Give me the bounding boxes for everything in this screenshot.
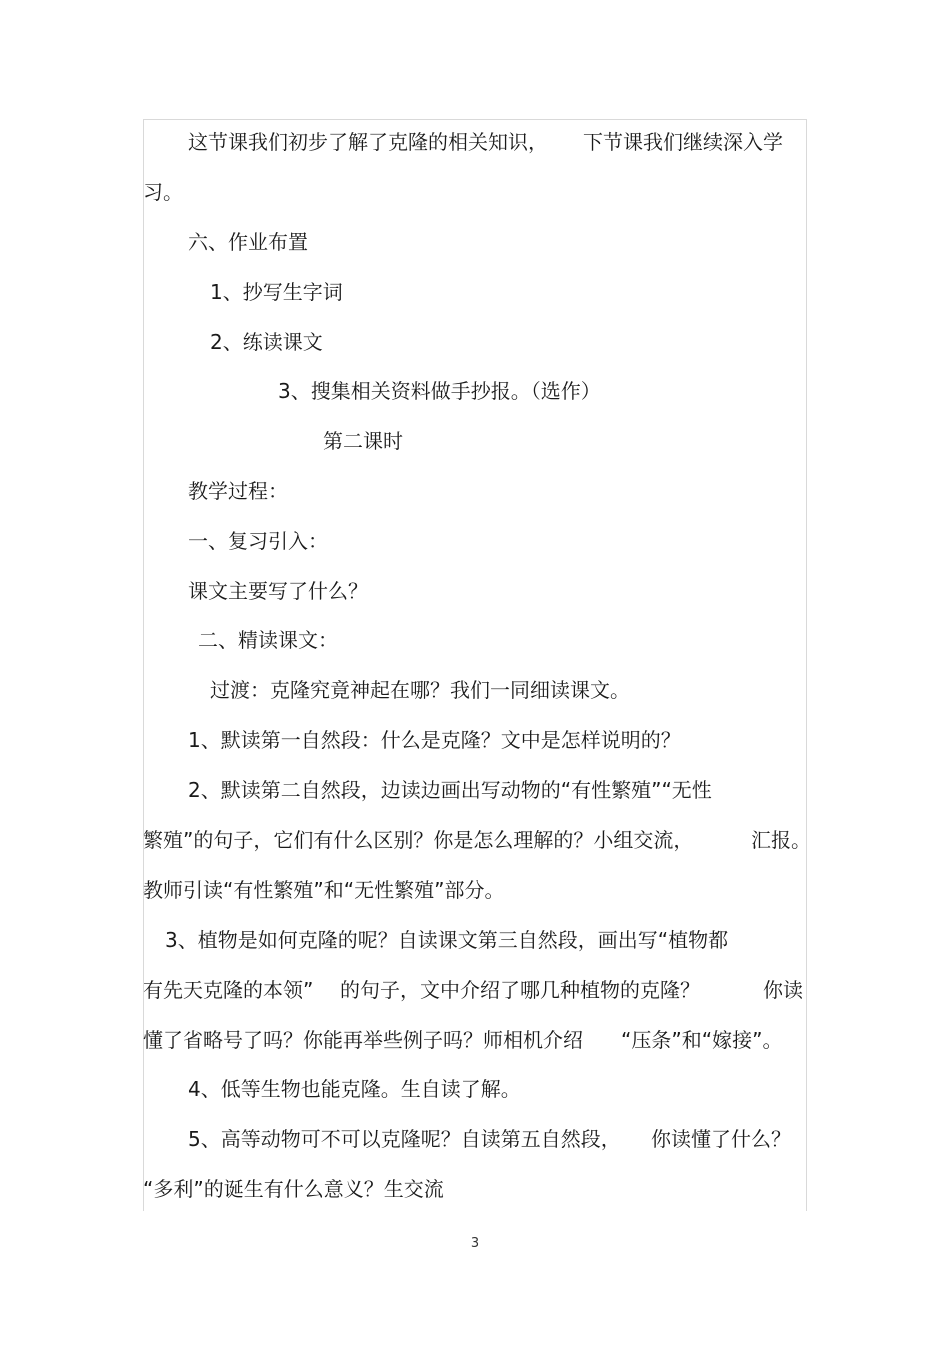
text-line: “压条”和“嫁接”。 — [621, 1028, 783, 1052]
section-heading: 一、复习引入： — [188, 529, 328, 553]
list-item: 2、练读课文 — [210, 330, 323, 354]
text-line: 繁殖”的句子，它们有什么区别？你是怎么理解的？小组交流， — [143, 828, 694, 852]
section-heading: 二、精读课文： — [198, 628, 338, 652]
list-item: 3、搜集相关资料做手抄报。（选作） — [278, 379, 601, 403]
text-line: 课文主要写了什么？ — [188, 579, 368, 603]
text-line: 过渡：克隆究竟神起在哪？我们一同细读课文。 — [210, 678, 630, 702]
text-line: 教学过程： — [188, 479, 288, 503]
text-line: 习。 — [143, 180, 183, 204]
text-line: 你读 — [763, 978, 803, 1002]
text-line: 你读懂了什么？ — [651, 1127, 791, 1151]
list-item: 4、低等生物也能克隆。生自读了解。 — [188, 1077, 521, 1101]
page-number: 3 — [470, 1236, 480, 1251]
list-item: 1、抄写生字词 — [210, 280, 343, 304]
text-line: 这节课我们初步了解了克隆的相关知识， — [188, 130, 548, 154]
text-line: 教师引读“有性繁殖”和“无性繁殖”部分。 — [143, 878, 505, 902]
text-line: 懂了省略号了吗？你能再举些例子吗？师相机介绍 — [143, 1028, 583, 1052]
text-line: “多利”的诞生有什么意义？生交流 — [143, 1177, 444, 1201]
text-line: 的句子，文中介绍了哪几种植物的克隆？ — [340, 978, 700, 1002]
section-heading: 六、作业布置 — [188, 230, 308, 254]
list-item: 2、默读第二自然段，边读边画出写动物的“有性繁殖”“无性 — [188, 778, 712, 802]
text-line: 下节课我们继续深入学 — [583, 130, 783, 154]
list-item: 1、默读第一自然段：什么是克隆？文中是怎样说明的？ — [188, 728, 681, 752]
list-item: 3、植物是如何克隆的呢？自读课文第三自然段，画出写“植物都 — [165, 928, 729, 952]
list-item: 5、高等动物可不可以克隆呢？自读第五自然段， — [188, 1127, 621, 1151]
text-line: 有先天克隆的本领” — [143, 978, 314, 1002]
text-line: 汇报。 — [751, 828, 811, 852]
section-title: 第二课时 — [323, 429, 403, 453]
